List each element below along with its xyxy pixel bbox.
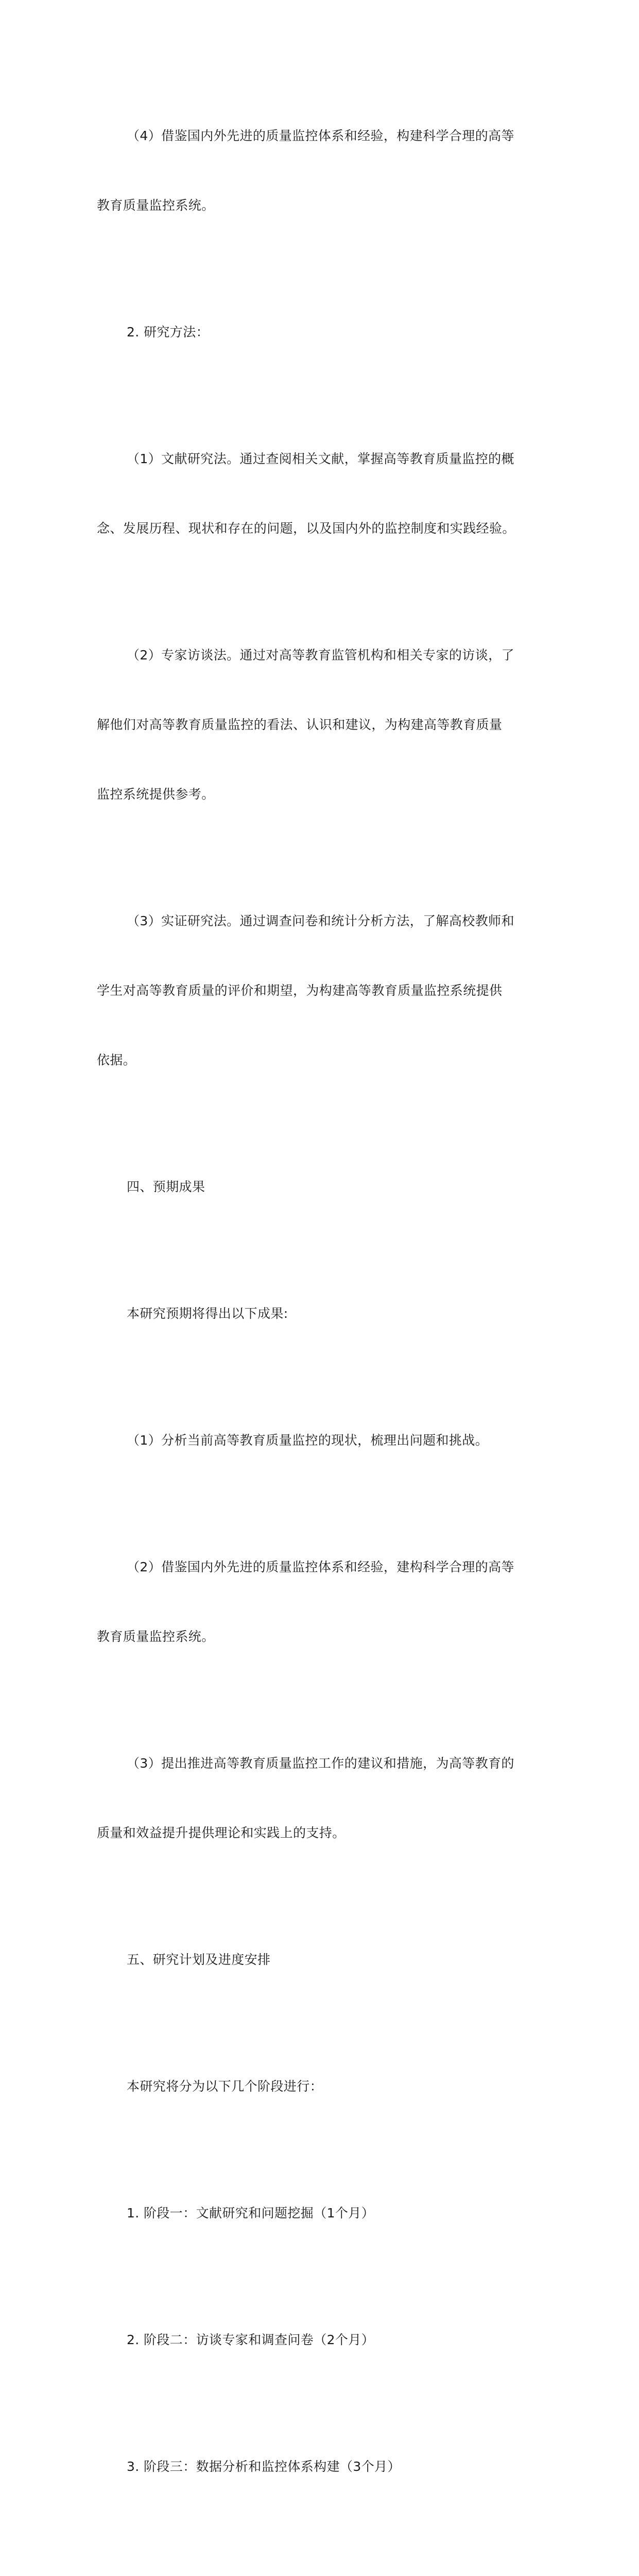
paragraph-outcome-1	[97, 1382, 550, 1498]
paragraph-goal-4	[97, 78, 550, 263]
paragraph-line: 本研究将分为以下几个阶段进行：	[127, 2079, 323, 2094]
paragraph-line: （4）借鉴国内外先进的质量监控体系和经验，构建科学合理的高等	[127, 128, 514, 143]
document-body	[97, 78, 550, 2576]
paragraph-line: 五、研究计划及进度安排	[127, 1952, 271, 1967]
paragraph-line: 3. 阶段三：数据分析和监控体系构建（3个月）	[127, 2459, 401, 2474]
paragraph-line: （3）提出推进高等教育质量监控工作的建议和措施，为高等教育的	[127, 1756, 514, 1771]
paragraph-line: 念、发展历程、现状和存在的问题，以及国内外的监控制度和实践经验。	[97, 521, 515, 536]
heading-expected-outcomes	[97, 1129, 550, 1245]
list-item-stage-1	[97, 2155, 550, 2271]
paragraph-line: 学生对高等教育质量的评价和期望，为构建高等教育质量监控系统提供	[97, 983, 503, 998]
paragraph-line: 监控系统提供参考。	[97, 787, 215, 802]
paragraph-line: 解他们对高等教育质量监控的看法、认识和建议，为构建高等教育质量	[97, 717, 503, 732]
paragraph-line: 四、预期成果	[127, 1179, 205, 1194]
paragraph-method-3	[97, 863, 550, 1118]
paragraph-line: 本研究预期将得出以下成果:	[127, 1306, 288, 1321]
paragraph-line: （3）实证研究法。通过调查问卷和统计分析方法，了解高校教师和	[127, 913, 514, 928]
paragraph-method-2	[97, 597, 550, 852]
paragraph-line: （2）专家访谈法。通过对高等教育监管机构和相关专家的访谈，了	[127, 648, 514, 663]
paragraph-line: 教育质量监控系统。	[97, 1629, 215, 1644]
paragraph-line: 2. 研究方法：	[127, 325, 209, 340]
paragraph-plan-intro	[97, 2028, 550, 2144]
paragraph-line: （2）借鉴国内外先进的质量监控体系和经验，建构科学合理的高等	[127, 1560, 514, 1574]
list-item-stage-3	[97, 2409, 550, 2524]
paragraph-outcomes-intro	[97, 1256, 550, 1371]
heading-research-methods	[97, 274, 550, 390]
paragraph-line: 2. 阶段二：访谈专家和调查问卷（2个月）	[127, 2332, 375, 2347]
paragraph-line: 教育质量监控系统。	[97, 198, 215, 213]
paragraph-line: （1）分析当前高等教育质量监控的现状，梳理出问题和挑战。	[127, 1433, 489, 1448]
paragraph-outcome-3	[97, 1705, 550, 1891]
paragraph-method-1	[97, 401, 550, 586]
list-item-stage-2	[97, 2282, 550, 2398]
heading-research-plan	[97, 1902, 550, 2018]
list-item-stage-4	[97, 2535, 550, 2576]
paragraph-line: 依据。	[97, 1053, 136, 1067]
paragraph-line: 质量和效益提升提供理论和实践上的支持。	[97, 1825, 346, 1840]
paragraph-outcome-2	[97, 1509, 550, 1694]
paragraph-line: 1. 阶段一：文献研究和问题挖掘（1个月）	[127, 2206, 375, 2221]
paragraph-line: （1）文献研究法。通过查阅相关文献，掌握高等教育质量监控的概	[127, 451, 514, 466]
